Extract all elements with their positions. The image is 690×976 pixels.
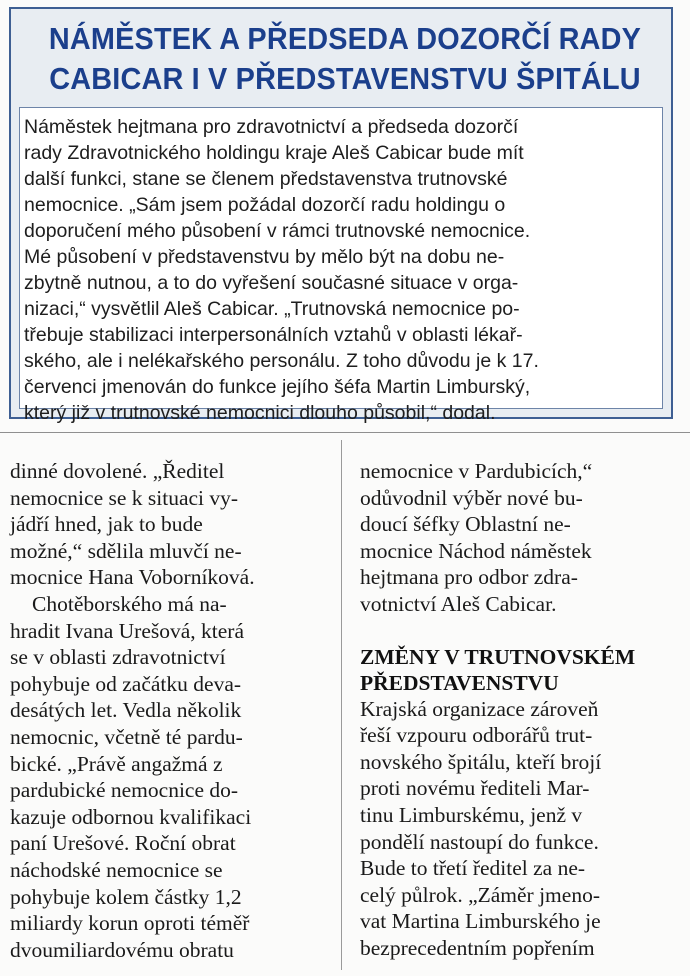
body-text-line: jádří hned, jak to bude bbox=[10, 512, 203, 537]
body-text-line: desátých let. Vedla několik bbox=[10, 698, 242, 723]
sidebar-headline-line-2: CABICAR I V PŘEDSTAVENSTVU ŠPITÁLU bbox=[49, 61, 641, 96]
sidebar-article-text bbox=[24, 114, 654, 426]
body-text-line: votnictví Aleš Cabicar. bbox=[360, 591, 557, 616]
body-text-line: bické. „Právě angažmá z bbox=[10, 751, 223, 776]
sidebar-text-line: ského, ale i nelékařského personálu. Z toho důvodu je k 17. bbox=[24, 350, 539, 372]
body-text-line: možné,“ sdělila mluvčí ne- bbox=[10, 538, 242, 563]
sidebar-headline bbox=[47, 19, 642, 99]
section-subheading-line-1: ZMĚNY V TRUTNOVSKÉM bbox=[360, 644, 636, 669]
body-text-line: miliardy korun oproti téměř bbox=[10, 911, 250, 936]
body-text-line: paní Urešové. Roční obrat bbox=[10, 831, 236, 856]
body-text-line: kazuje odbornou kvalifikaci bbox=[10, 804, 252, 829]
paragraph-gap bbox=[360, 618, 682, 644]
body-text-line: vat Martina Limburského je bbox=[360, 909, 601, 934]
body-text-line: se v oblasti zdravotnictví bbox=[10, 645, 226, 670]
section-divider bbox=[0, 432, 690, 433]
body-text-line: Chotěborského má na- bbox=[32, 591, 227, 616]
sidebar-text-line: nemocnice. „Sám jsem požádal dozorčí radu holdingu o bbox=[24, 194, 506, 216]
sidebar-text-line: zbytně nutnou, a to do vyřešení současné situace v orga- bbox=[24, 272, 519, 294]
sidebar-text-line: další funkci, stane se členem představenstva trutnovské bbox=[24, 168, 508, 190]
body-text-line: mocnice Náchod náměstek bbox=[360, 538, 592, 563]
body-text-line: dvoumiliardovému obratu bbox=[10, 937, 234, 962]
body-text-line: hradit Ivana Urešová, která bbox=[10, 618, 245, 643]
sidebar-text-line: Mé působení v představenstvu by mělo být na dobu ne- bbox=[24, 246, 505, 268]
body-text-line: pardubické nemocnice do- bbox=[10, 778, 239, 803]
sidebar-text-line: nizaci,“ vysvětlil Aleš Cabicar. „Trutnovská nemocnice po- bbox=[24, 298, 520, 320]
body-text-line: odůvodnil výběr nové bu- bbox=[360, 485, 583, 510]
body-text-line: pondělí nastoupí do funkce. bbox=[360, 829, 599, 854]
section-subheading-line-2: PŘEDSTAVENSTVU bbox=[360, 670, 559, 695]
body-text-line: Bude to třetí ředitel za ne- bbox=[360, 856, 586, 881]
body-text-line: Krajská organizace zároveň bbox=[360, 696, 599, 721]
body-text-line: nemocnic, včetně té pardu- bbox=[10, 724, 243, 749]
body-text-line: doucí šéfky Oblastní ne- bbox=[360, 512, 571, 537]
body-text-line: náchodské nemocnice se bbox=[10, 857, 223, 882]
body-text-line: nemocnice se k situaci vy- bbox=[10, 485, 239, 510]
sidebar-text-line: který již v trutnovské nemocnici dlouho působil,“ dodal. bbox=[24, 402, 496, 424]
body-text-line: mocnice Hana Voborníková. bbox=[10, 565, 255, 590]
body-text-line: nemocnice v Pardubicích,“ bbox=[360, 459, 593, 483]
body-text-line: pohybuje od začátku deva- bbox=[10, 671, 242, 696]
sidebar-text-line: doporučení mého působení v rámci trutnovské nemocnice. bbox=[24, 220, 531, 242]
column-divider bbox=[341, 440, 342, 970]
sidebar-text-line: rady Zdravotnického holdingu kraje Aleš Cabicar bude mít bbox=[24, 142, 524, 164]
body-text-line: celý půlrok. „Záměr jmeno- bbox=[360, 882, 600, 907]
body-text-line: řeší vzpouru odborářů trut- bbox=[360, 723, 593, 748]
sidebar-headline-line-1: NÁMĚSTEK A PŘEDSEDA DOZORČÍ RADY bbox=[48, 21, 642, 56]
left-text-column bbox=[10, 458, 330, 963]
body-text-line: dinné dovolené. „Ředitel bbox=[10, 459, 225, 483]
right-text-column bbox=[360, 458, 682, 962]
body-text-line: tinu Limburskému, jenž v bbox=[360, 802, 583, 827]
sidebar-text-line: červenci jmenován do funkce jejího šéfa Martin Limburský, bbox=[24, 376, 531, 398]
body-text-line: hejtmana pro odbor zdra- bbox=[360, 565, 578, 590]
sidebar-text-line: třebuje stabilizaci interpersonálních vztahů v oblasti lékař- bbox=[24, 324, 523, 346]
body-text-line: pohybuje kolem částky 1,2 bbox=[10, 884, 242, 909]
body-text-line: proti novému řediteli Mar- bbox=[360, 776, 590, 801]
body-text-line: novského špitálu, kteří brojí bbox=[360, 749, 602, 774]
sidebar-text-line: Náměstek hejtmana pro zdravotnictví a předseda dozorčí bbox=[24, 116, 519, 138]
body-text-line: bezprecedentním popřením bbox=[360, 935, 595, 960]
